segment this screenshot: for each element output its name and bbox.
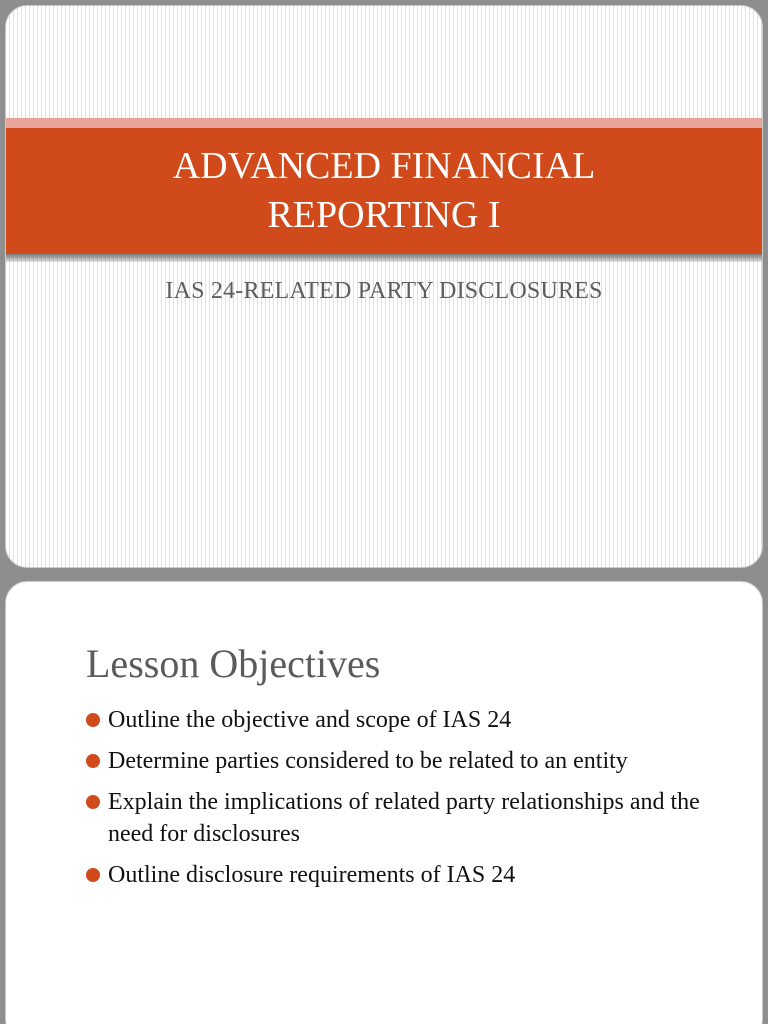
title-slide [5,5,763,568]
slide-subtitle: IAS 24-RELATED PARTY DISCLOSURES [165,278,603,304]
list-item [82,704,732,736]
bullet-dot-icon [86,795,100,809]
objectives-slide [5,581,763,1024]
objective-list [82,704,732,900]
list-item [82,859,732,891]
section-heading: Lesson Objectives [86,641,381,686]
list-item [82,745,732,777]
list-item-text: Outline the objective and scope of IAS 24 [108,707,512,733]
bullet-dot-icon [86,754,100,768]
title-band [6,128,762,254]
title-band-shadow [6,254,762,262]
list-item-text: Explain the implications of related party relationships and the need for disclosures [108,789,700,847]
list-item-text: Determine parties considered to be related to an entity [108,748,628,774]
list-item-text: Outline disclosure requirements of IAS 24 [108,862,516,888]
slide-title: ADVANCED FINANCIAL REPORTING I [172,145,596,236]
bullet-dot-icon [86,868,100,882]
list-item [82,786,732,850]
title-band-accent [6,118,762,128]
bullet-dot-icon [86,713,100,727]
